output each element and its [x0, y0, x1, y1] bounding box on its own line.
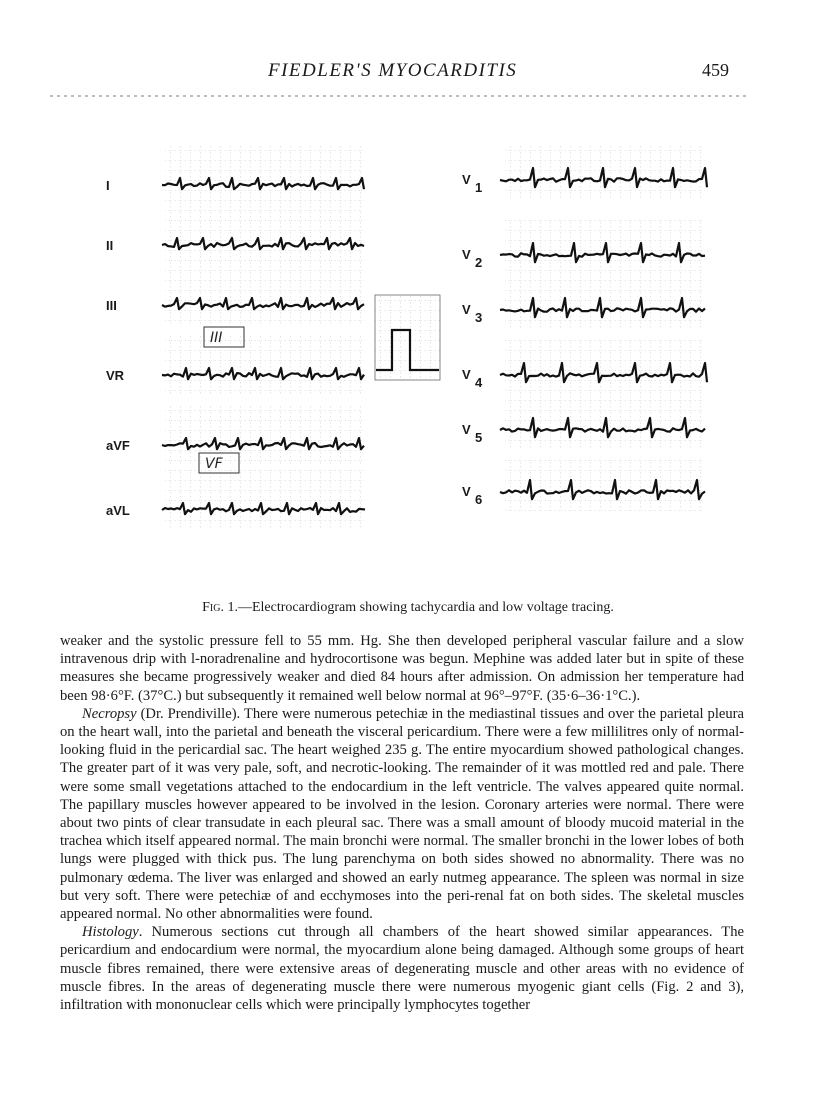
necropsy-heading: Necropsy	[82, 705, 137, 722]
limb-lead-strip-vr	[162, 335, 365, 395]
chest-lead-strip-v1	[500, 145, 707, 200]
chest-lead-strip-v5	[500, 395, 705, 450]
lead-label-v1: V	[462, 172, 471, 187]
ecg-figure	[100, 130, 720, 570]
chest-lead-strip-v6	[500, 457, 705, 512]
caption-label: Fig. 1.	[202, 600, 238, 615]
lead-label-sub: 3	[475, 310, 483, 325]
scan-artifact-line	[50, 95, 750, 97]
lead-label-iii: III	[106, 298, 117, 313]
running-head	[0, 60, 816, 86]
figure-caption	[0, 600, 816, 616]
chest-lead-strip-v3	[500, 275, 705, 330]
body-text	[60, 632, 744, 1014]
running-title: FIEDLER'S MYOCARDITIS	[268, 60, 518, 81]
paragraph-necropsy	[60, 705, 744, 923]
limb-lead-strip-i	[162, 145, 365, 205]
handwritten-mark: III	[210, 330, 223, 346]
necropsy-text: (Dr. Prendiville). There were numerous petechiæ in the mediastinal tissues and over the parietal pleura on the heart wall, into the parietal and beneath the visceral pericardium. There were a few millilitres only of normal-looking fluid in the pericardial sac. The heart weighed 235 g. The entire myocardium showed pathological changes. The greater part of it was very pale, soft, and necrotic-looking. The remainder of it was mottled red and pale. There were some small vegetations attached to the endocardium in the left ventricle. The valves appeared quite normal. The papillary muscles however appeared to be involved in the lesion. Coronary arteries were normal. There were about two pints of clear transudate in each pleural sac. There was a small amount of bloody mucoid material in the trachea which itself appeared normal. The main bronchi were normal. The smaller bronchi in the lower lobes of both lungs were plugged with thick pus. The lung parenchyma on both sides showed no abnormality. There was no pulmonary œdema. The liver was enlarged and showed an early nutmeg appearance. The spleen was normal in size but very soft. There were petechiæ of and ecchymoses into the peri-renal fat on both sides. The skeletal muscles appeared normal. No other abnormalities were found.	[60, 705, 744, 923]
lead-label-i: I	[106, 178, 110, 193]
calibration-pulse	[375, 295, 440, 380]
chest-lead-strip-v2	[500, 220, 705, 275]
lead-label-vr: VR	[106, 368, 125, 383]
lead-label-sub: 6	[475, 492, 483, 507]
lead-label-v6: V	[462, 484, 471, 499]
lead-label-sub: 5	[475, 430, 483, 445]
lead-label-avf: aVF	[106, 438, 130, 453]
lead-label-ii: II	[106, 238, 114, 253]
histology-text: . Numerous sections cut through all chambers of the heart showed similar appearances. The pericardium and endocardium were normal, the myocardium alone being damaged. Although some groups of heart muscle fibres remained, there were extensive areas of degenerating muscle and other areas with no evidence of muscle fibres. In the areas of degenerating muscle there were numerous myogenic giant cells (Fig. 2 and 3), infiltration with mononuclear cells which were principally lymphocytes together	[60, 924, 744, 1014]
handwritten-mark: VF	[205, 456, 223, 472]
limb-lead-strip-iii	[162, 265, 365, 325]
ecg-tracings	[100, 130, 720, 570]
caption-text: —Electrocardiogram showing tachycardia and low voltage tracing.	[237, 600, 614, 615]
lead-label-sub: 4	[475, 375, 483, 390]
histology-heading: Histology	[82, 924, 139, 941]
limb-lead-strip-ii	[162, 205, 365, 265]
paragraph-clinical: weaker and the systolic pressure fell to 55 mm. Hg. She then developed peripheral vascular failure and a slow intravenous drip with l-noradrenaline and hydrocortisone was begun. Mephine was added later but in spite of these measures she became progressively weaker and died 84 hours after admission. On admission her temperature had been 98·6°F. (37°C.) but subsequently it remained well below normal at 96°–97°F. (35·6–36·1°C.).	[60, 633, 744, 704]
lead-label-v3: V	[462, 302, 471, 317]
lead-label-sub: 2	[475, 255, 483, 270]
chest-lead-strip-v4	[500, 340, 707, 395]
limb-lead-strip-avf	[162, 405, 365, 465]
lead-label-sub: 1	[475, 180, 483, 195]
limb-lead-strip-avl	[162, 470, 365, 530]
lead-label-v4: V	[462, 367, 471, 382]
page-number: 459	[702, 60, 729, 80]
lead-label-v2: V	[462, 247, 471, 262]
paragraph-histology	[60, 923, 744, 1014]
lead-label-v5: V	[462, 422, 471, 437]
lead-label-avl: aVL	[106, 503, 130, 518]
